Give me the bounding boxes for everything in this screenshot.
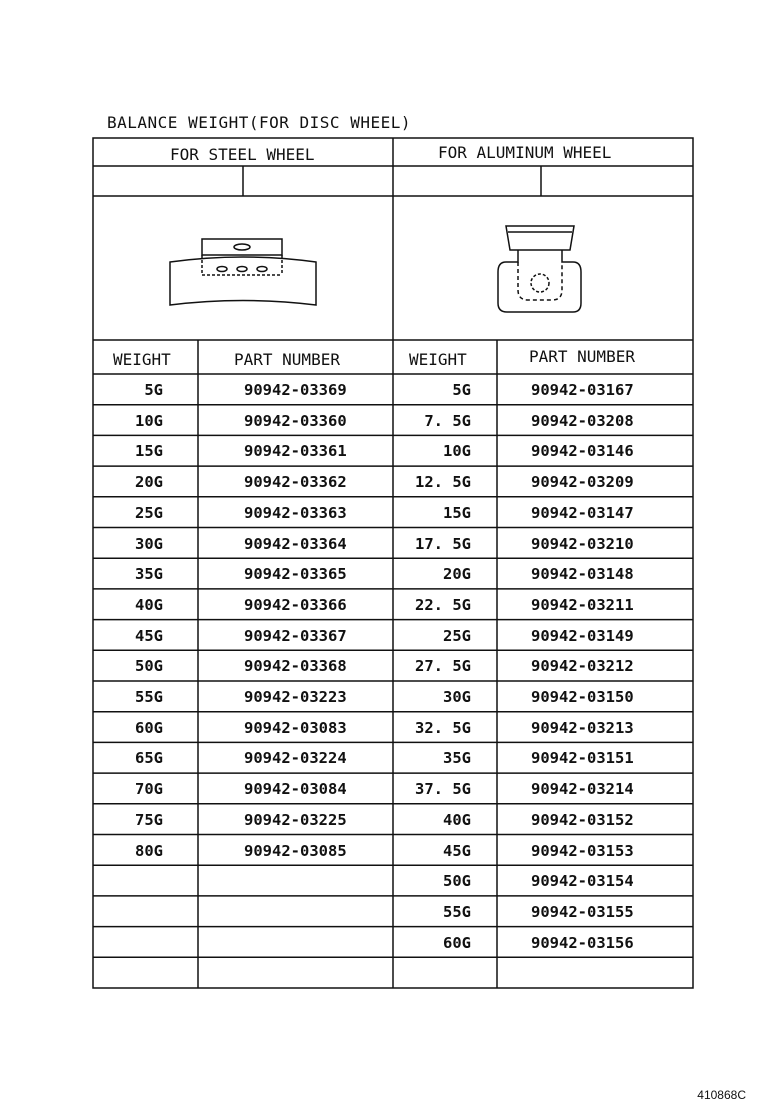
aluminum-wheel-header: FOR ALUMINUM WHEEL	[438, 143, 612, 162]
part-number-cell: 90942-03362	[244, 473, 347, 492]
part-number-cell: 90942-03224	[244, 749, 347, 768]
part-number-cell: 90942-03154	[531, 872, 634, 891]
weight-cell: 50G	[135, 657, 163, 676]
part-number-cell: 90942-03167	[531, 381, 634, 399]
part-number-cell: 90942-03083	[244, 718, 347, 737]
weight-cell: 60G	[135, 718, 163, 737]
weight-cell: 80G	[135, 841, 163, 860]
part-number-cell: 90942-03214	[531, 780, 634, 799]
weight-cell: 15G	[135, 442, 163, 461]
weight-cell: 22. 5G	[415, 595, 471, 614]
weight-cell: 50G	[443, 872, 471, 891]
part-number-cell: 90942-03208	[531, 411, 634, 430]
weight-cell: 40G	[443, 810, 471, 829]
part-number-cell: 90942-03364	[244, 534, 347, 553]
weight-cell: 30G	[135, 534, 163, 553]
part-number-cell: 90942-03368	[244, 657, 347, 676]
weight-cell: 25G	[443, 626, 471, 645]
weight-cell: 5G	[144, 381, 163, 399]
weight-cell: 5G	[452, 381, 471, 399]
part-number-cell: 90942-03149	[531, 626, 634, 645]
part-number-cell: 90942-03213	[531, 718, 634, 737]
part-number-cell: 90942-03152	[531, 810, 634, 829]
weight-cell: 30G	[443, 688, 471, 706]
part-number-cell: 90942-03151	[531, 749, 634, 768]
part-number-cell: 90942-03211	[531, 595, 634, 614]
weight-cell: 55G	[135, 688, 163, 706]
part-number-cell: 90942-03156	[531, 933, 634, 952]
weight-cell: 20G	[443, 565, 471, 584]
weight-cell: 12. 5G	[415, 473, 471, 492]
weight-cell: 15G	[443, 503, 471, 522]
steel-wheel-header: FOR STEEL WHEEL	[170, 145, 315, 164]
part-number-cell: 90942-03146	[531, 442, 634, 461]
part-number-cell: 90942-03360	[244, 411, 347, 430]
part-number-cell: 90942-03209	[531, 473, 634, 492]
part-number-cell: 90942-03367	[244, 626, 347, 645]
part-number-cell: 90942-03084	[244, 780, 347, 799]
weight-cell: 45G	[443, 841, 471, 860]
weight-cell: 55G	[443, 902, 471, 921]
weight-cell: 20G	[135, 473, 163, 492]
part-number-cell: 90942-03210	[531, 534, 634, 553]
part-number-cell: 90942-03148	[531, 565, 634, 584]
weight-cell: 25G	[135, 503, 163, 522]
steel-col-part-number: PART NUMBER	[234, 350, 340, 369]
part-number-cell: 90942-03155	[531, 902, 634, 921]
figure-code: 410868C	[697, 1088, 746, 1102]
weight-cell: 10G	[443, 442, 471, 461]
weight-cell: 17. 5G	[415, 534, 471, 553]
weight-cell: 70G	[135, 780, 163, 799]
part-number-cell: 90942-03147	[531, 503, 634, 522]
weight-cell: 40G	[135, 595, 163, 614]
part-number-cell: 90942-03369	[244, 381, 347, 399]
weight-cell: 35G	[135, 565, 163, 584]
weight-cell: 10G	[135, 411, 163, 430]
weight-cell: 45G	[135, 626, 163, 645]
weight-cell: 37. 5G	[415, 780, 471, 799]
weight-cell: 7. 5G	[424, 411, 471, 430]
weight-cell: 27. 5G	[415, 657, 471, 676]
aluminum-weight-illustration	[498, 226, 581, 312]
weight-cell: 75G	[135, 810, 163, 829]
part-number-cell: 90942-03085	[244, 841, 347, 860]
weight-cell: 32. 5G	[415, 718, 471, 737]
steel-col-weight: WEIGHT	[113, 350, 171, 369]
steel-weight-illustration	[170, 239, 316, 305]
weight-cell: 65G	[135, 749, 163, 768]
part-number-cell: 90942-03225	[244, 810, 347, 829]
part-number-cell: 90942-03363	[244, 503, 347, 522]
weight-cell: 60G	[443, 933, 471, 952]
page-title: BALANCE WEIGHT(FOR DISC WHEEL)	[107, 113, 411, 132]
part-number-cell: 90942-03223	[244, 688, 347, 706]
part-number-cell: 90942-03366	[244, 595, 347, 614]
part-number-cell: 90942-03150	[531, 688, 634, 706]
part-number-cell: 90942-03361	[244, 442, 347, 461]
part-number-cell: 90942-03212	[531, 657, 634, 676]
part-number-cell: 90942-03153	[531, 841, 634, 860]
aluminum-col-weight: WEIGHT	[409, 350, 467, 369]
part-number-cell: 90942-03365	[244, 565, 347, 584]
aluminum-col-part-number: PART NUMBER	[529, 347, 635, 366]
weight-cell: 35G	[443, 749, 471, 768]
